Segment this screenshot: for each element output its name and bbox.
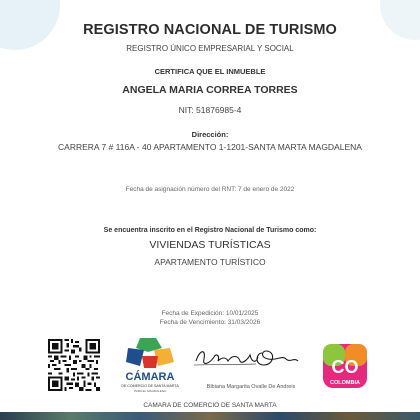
address-value: CARRERA 7 # 116A - 40 APARTAMENTO 1-1201-SANTA MARTA MAGDALENA bbox=[58, 142, 362, 152]
footer-text: CAMARA DE COMERCIO DE SANTA MARTA bbox=[143, 402, 277, 409]
co-mark: CO bbox=[331, 357, 359, 377]
issue-date: Fecha de Expedición: 10/01/2025 bbox=[161, 310, 259, 317]
nit-number: NIT: 51876985-4 bbox=[178, 105, 242, 115]
address-label: Dirección: bbox=[191, 130, 229, 139]
camara-logo-name: CÁMARA bbox=[125, 371, 175, 383]
signer-name: Bibiana Margarita Ovalle De Andreis bbox=[206, 384, 296, 390]
footer-photo-strip bbox=[0, 412, 420, 420]
camara-de-comercio-logo bbox=[118, 336, 182, 398]
document-title: REGISTRO NACIONAL DE TURISMO bbox=[83, 22, 337, 38]
certifies-label: CERTIFICA QUE EL INMUEBLE bbox=[154, 67, 266, 76]
camara-logo-sub: DE COMERCIO DE SANTA MARTA bbox=[121, 384, 179, 388]
document-subtitle: REGISTRO ÚNICO EMPRESARIAL Y SOCIAL bbox=[126, 44, 294, 53]
signature-icon bbox=[192, 343, 302, 371]
category: VIVIENDAS TURÍSTICAS bbox=[149, 239, 271, 251]
expiry-date: Fecha de Vencimiento: 31/03/2026 bbox=[159, 319, 261, 326]
assignment-date: Fecha de asignación número del RNT: 7 de enero de 2022 bbox=[125, 186, 295, 193]
qr-code-icon bbox=[48, 339, 100, 391]
owner-name: ANGELA MARIA CORREA TORRES bbox=[122, 84, 298, 96]
camara-logo-tag: PARA EL MAGDALENA bbox=[134, 389, 166, 393]
co-word: COLOMBIA bbox=[330, 380, 360, 386]
subcategory: APARTAMENTO TURÍSTICO bbox=[154, 257, 266, 267]
colombia-co-logo bbox=[322, 343, 368, 389]
registered-text: Se encuentra inscrito en el Registro Nacional de Turismo como: bbox=[103, 227, 317, 234]
